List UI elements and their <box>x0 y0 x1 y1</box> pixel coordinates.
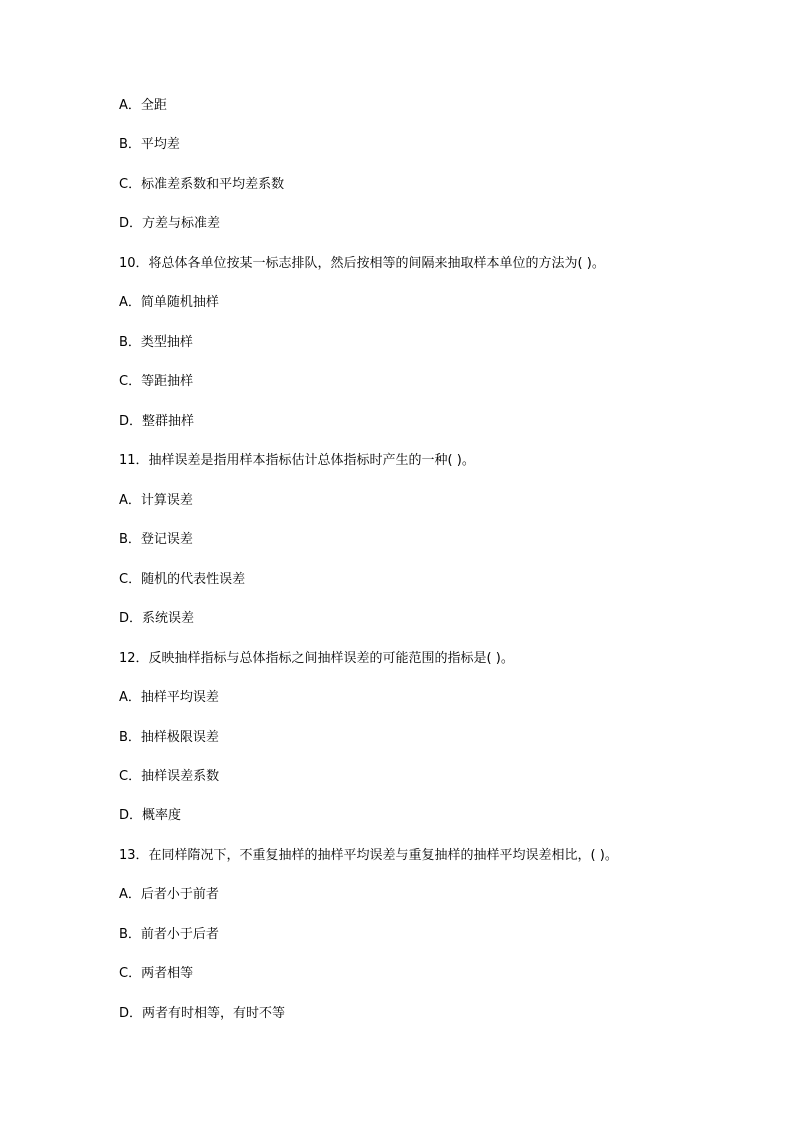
option-line: B．抽样极限误差 <box>119 729 219 745</box>
option-line: C．随机的代表性误差 <box>119 571 246 587</box>
option-line: D．方差与标准差 <box>119 216 221 232</box>
question-line: 10．将总体各单位按某一标志排队，然后按相等的间隔来抽取样本单位的方法为( )。 <box>119 255 605 271</box>
question-line: 12．反映抽样指标与总体指标之间抽样误差的可能范围的指标是( )。 <box>119 650 514 666</box>
option-line: D．系统误差 <box>119 611 195 627</box>
option-line: C．抽样误差系数 <box>119 768 220 784</box>
question-line: 13．在同样隋况下，不重复抽样的抽样平均误差与重复抽样的抽样平均误差相比，( )。 <box>119 847 618 863</box>
option-line: A．抽样平均误差 <box>119 690 219 706</box>
document-content <box>119 96 719 1043</box>
option-line: C．两者相等 <box>119 966 194 982</box>
option-line: B．登记误差 <box>119 532 193 548</box>
option-line: B．前者小于后者 <box>119 926 219 942</box>
option-line: D．整群抽样 <box>119 413 195 429</box>
option-line: D．两者有时相等，有时不等 <box>119 1005 286 1021</box>
option-line: A．计算误差 <box>119 492 193 508</box>
option-line: B．平均差 <box>119 137 180 153</box>
question-line: 11．抽样误差是指用样本指标估计总体指标时产生的一种( )。 <box>119 453 475 469</box>
option-line: B．类型抽样 <box>119 334 193 350</box>
option-line: A．后者小于前者 <box>119 887 219 903</box>
option-line: D．概率度 <box>119 808 182 824</box>
option-line: C．标准差系数和平均差系数 <box>119 176 285 192</box>
option-line: A．简单随机抽样 <box>119 295 219 311</box>
option-line: C．等距抽样 <box>119 374 194 390</box>
option-line: A．全距 <box>119 98 167 113</box>
